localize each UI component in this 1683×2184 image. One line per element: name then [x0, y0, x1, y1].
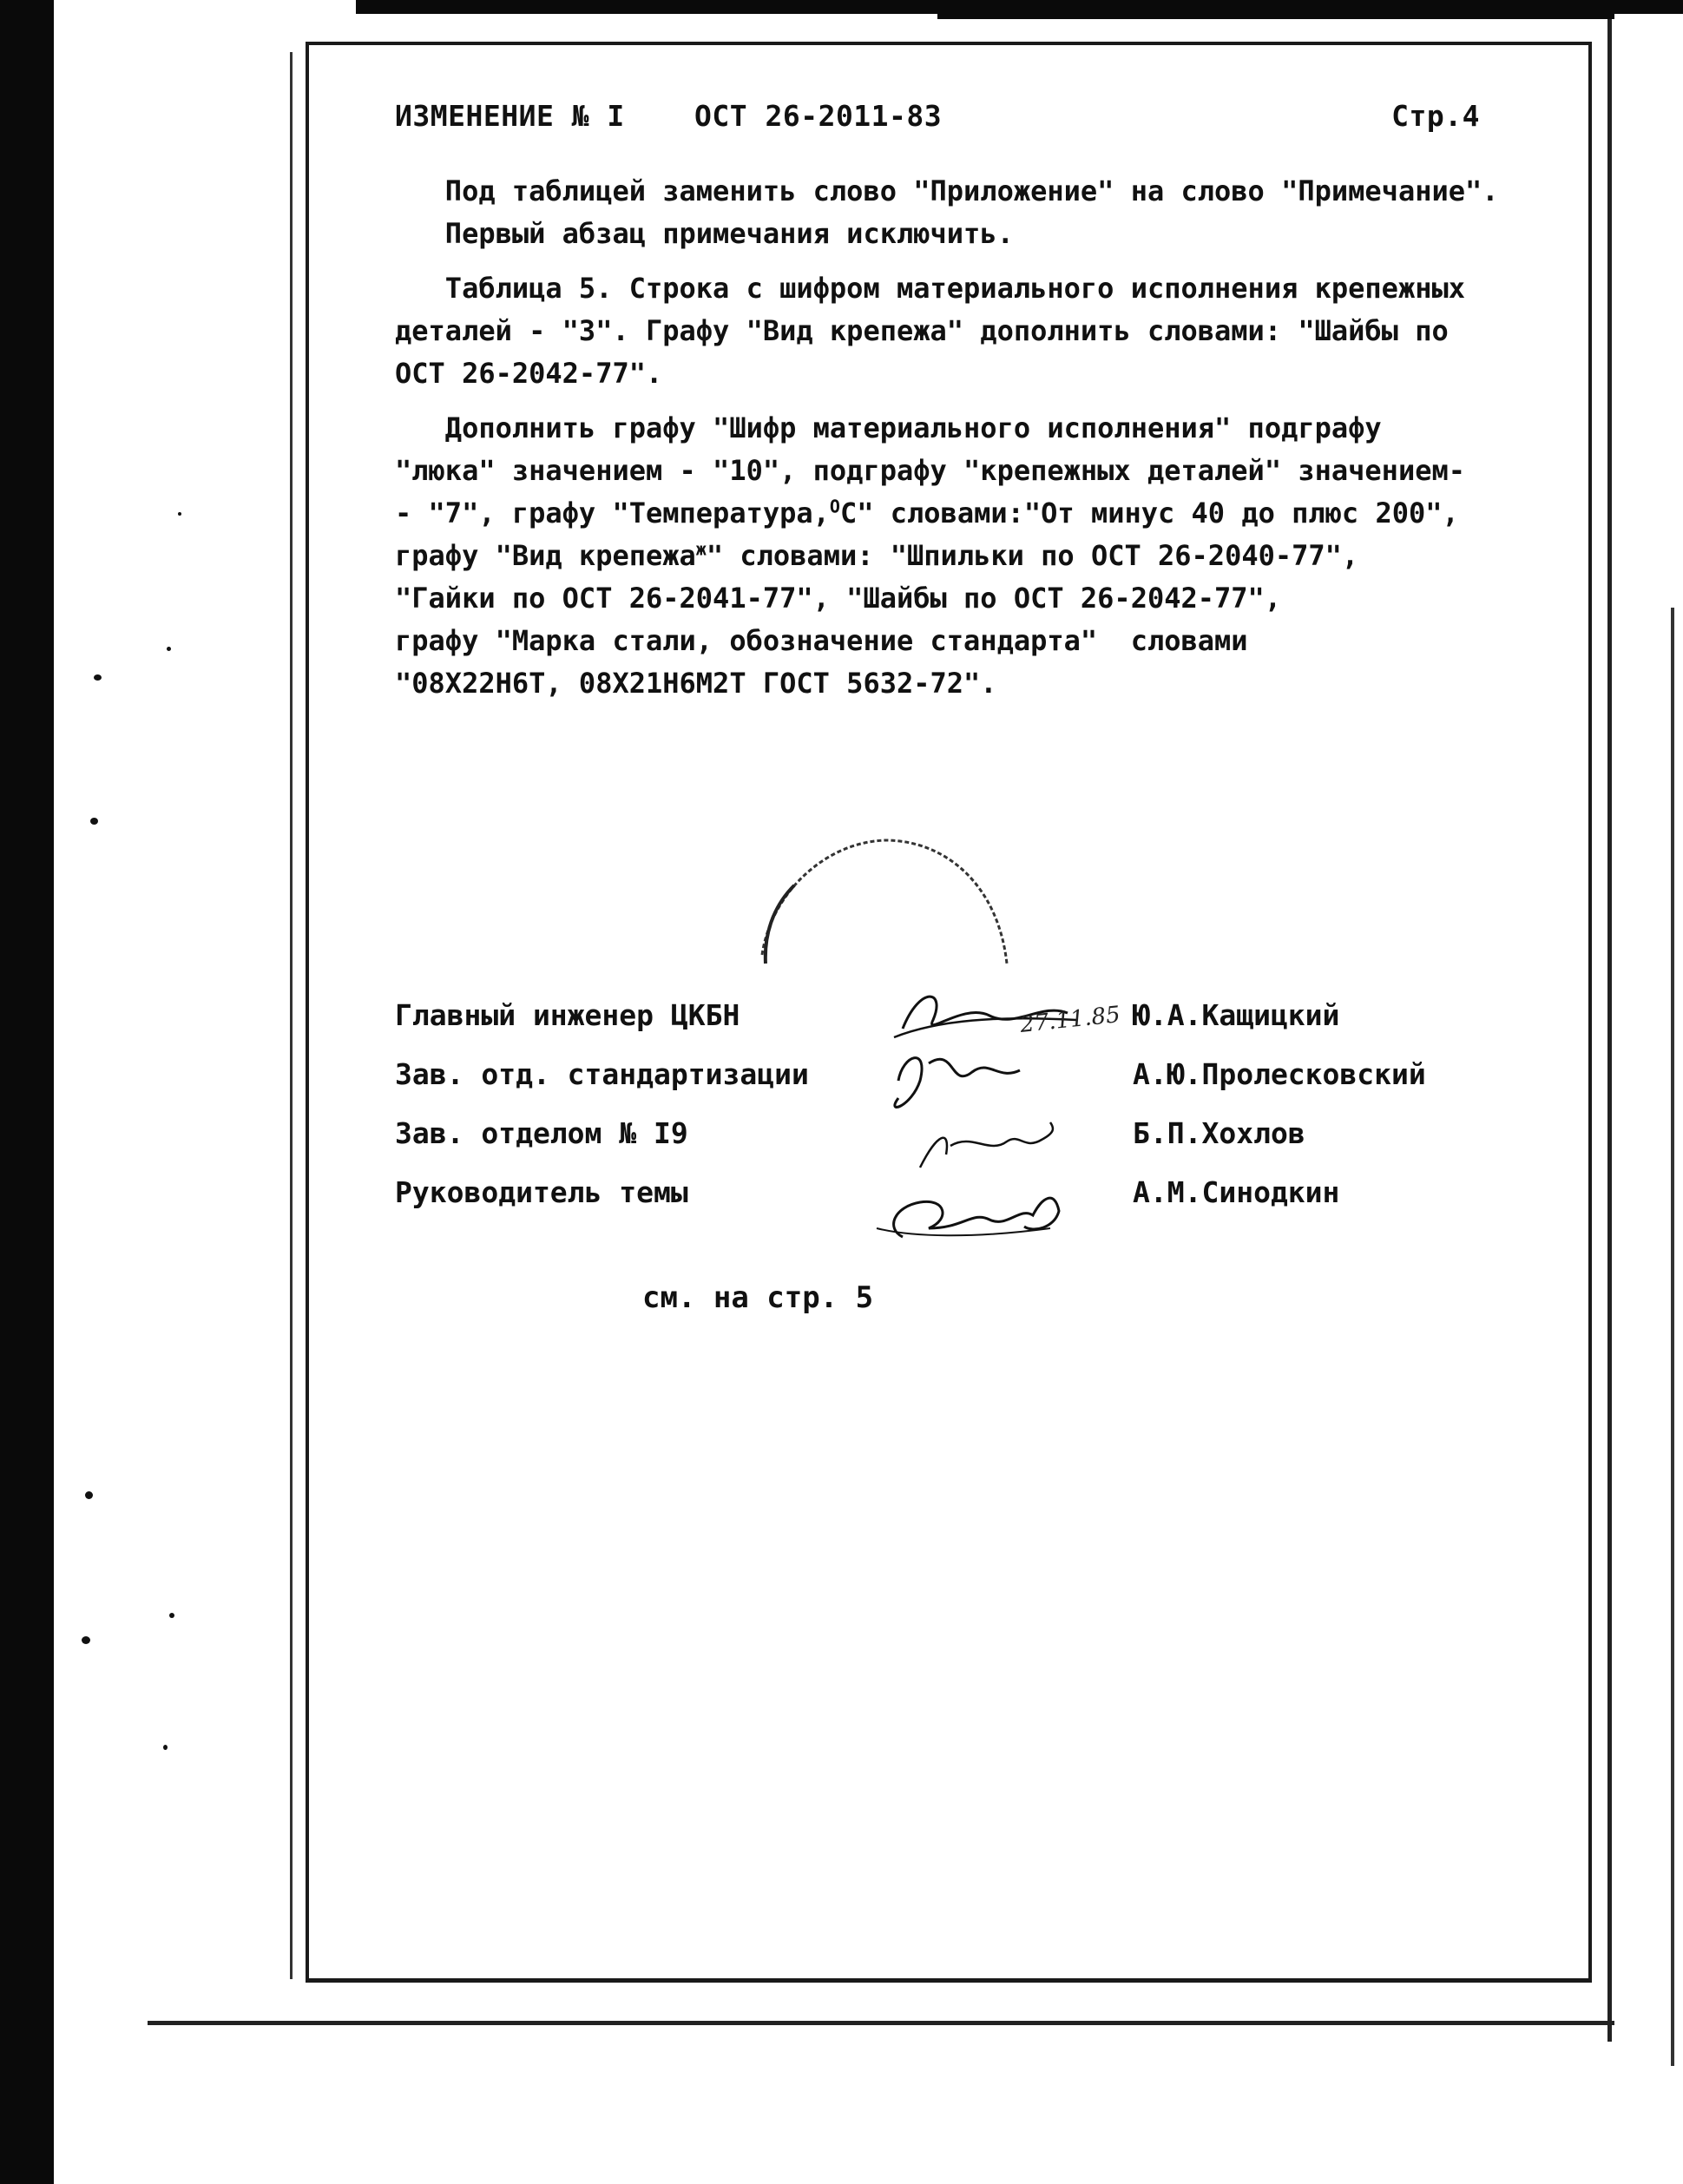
change-text [395, 170, 1523, 705]
signer-role: Главный инженер ЦКБН [395, 998, 740, 1032]
text-line: "Гайки по ОСТ 26-2041-77", "Шайбы по ОСТ 26-2042-77", [395, 582, 1282, 615]
degree-superscript: О [829, 496, 840, 517]
text-fragment: С" словами:"От минус 40 до плюс 200", [839, 497, 1459, 530]
signer-name: Б.П.Хохлов [1133, 1116, 1305, 1150]
text-line: деталей - "3". Графу "Вид крепежа" дополнить словами: "Шайбы по [395, 314, 1449, 347]
outer-frame-right-edge [1671, 608, 1674, 2066]
outer-frame-right [1607, 19, 1612, 2042]
page-number: Стр.4 [1391, 99, 1480, 133]
signer-role: Руководитель темы [395, 1175, 688, 1209]
text-fragment: - "7", графу "Температура, [395, 497, 830, 530]
text-line-temperature [395, 492, 1523, 535]
document-header [395, 99, 1480, 141]
text-fragment: графу "Вид крепежа [395, 539, 696, 572]
text-line: графу "Марка стали, обозначение стандарта" словами [395, 624, 1248, 657]
text-line: "люка" значением - "10", подграфу "крепежных деталей" значением- [395, 454, 1465, 487]
scan-speck [94, 674, 102, 681]
signer-name: Ю.А.Кащицкий [1133, 998, 1340, 1032]
text-line: Дополнить графу "Шифр материального исполнения" подграфу [395, 411, 1382, 444]
handwritten-date: 27.11.85 [1018, 1002, 1122, 1038]
footnote-mark: ж [695, 538, 707, 560]
scan-edge-left [0, 0, 54, 2184]
text-line: "08Х22Н6Т, 08Х21Н6М2Т ГОСТ 5632-72". [395, 667, 997, 700]
text-line: Под таблицей заменить слово "Приложение" на слово "Примечание". [395, 174, 1499, 207]
standard-code: ОСТ 26-2011-83 [694, 99, 943, 133]
scan-speck [82, 1636, 90, 1644]
text-line: Таблица 5. Строка с шифром материального исполнения крепежных [395, 272, 1465, 305]
signer-role: Зав. отделом № I9 [395, 1116, 688, 1150]
continued-note: см. на стр. 5 [642, 1280, 874, 1315]
scan-speck [167, 647, 171, 651]
change-label: ИЗМЕНЕНИЕ № I [395, 99, 625, 133]
scan-speck [90, 818, 98, 825]
scan-speck [163, 1745, 168, 1750]
signer-role: Зав. отд. стандартизации [395, 1057, 809, 1091]
scan-speck [178, 512, 181, 516]
text-line: ОСТ 26-2042-77". [395, 357, 663, 390]
scan-speck [85, 1491, 93, 1499]
scan-speck [169, 1613, 174, 1618]
scan-edge-top-thin [937, 14, 1614, 19]
scan-edge-top [356, 0, 1683, 14]
text-line: Первый абзац примечания исключить. [395, 217, 1014, 250]
frame-left-rule [290, 52, 293, 1979]
signer-name: А.Ю.Пролесковский [1133, 1057, 1426, 1091]
signer-name: А.М.Синодкин [1133, 1175, 1340, 1209]
text-line-fastener [395, 535, 1523, 577]
outer-frame-bottom [148, 2021, 1614, 2025]
text-fragment: " словами: "Шпильки по ОСТ 26-2040-77", [706, 539, 1359, 572]
